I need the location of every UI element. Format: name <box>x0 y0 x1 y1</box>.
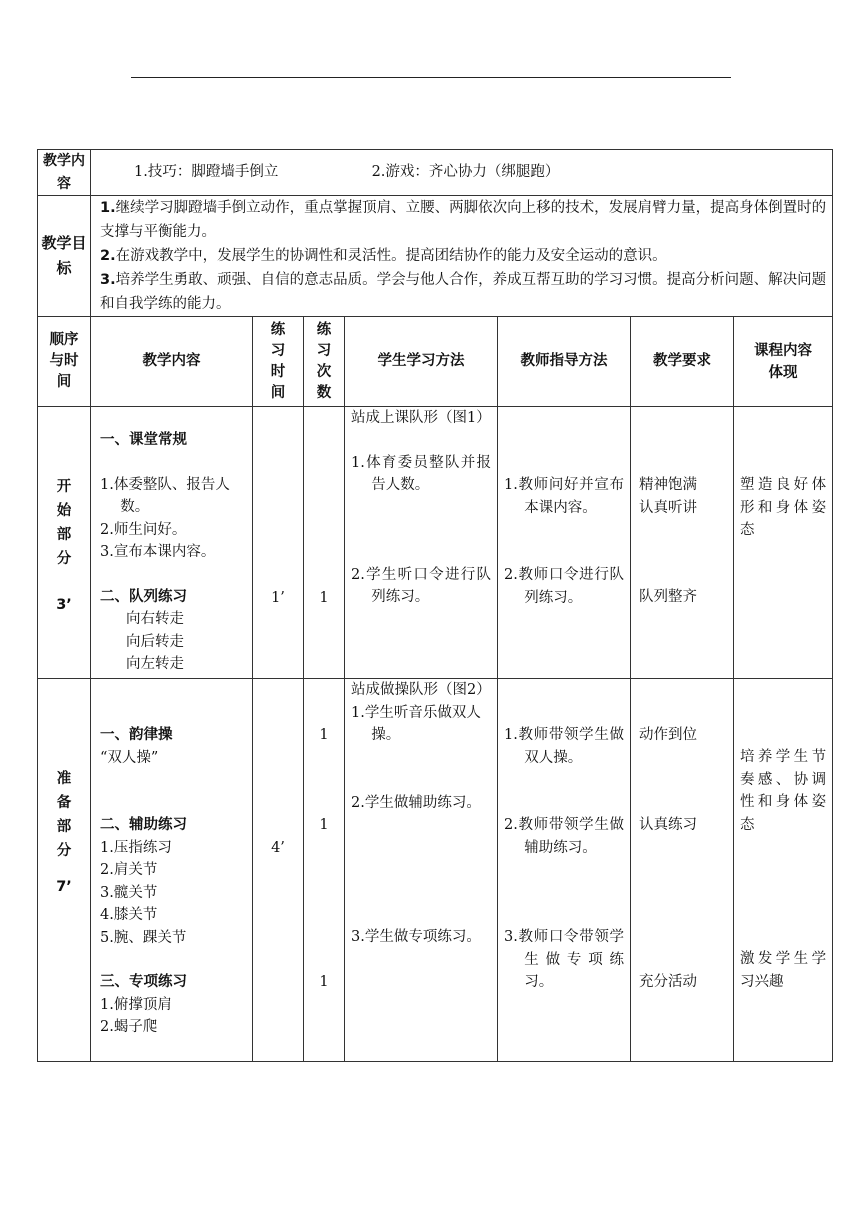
section-prep-time: 7’ <box>56 879 72 895</box>
section-prep-label-cell <box>38 679 91 1062</box>
prep-block-2-item: 1.压指练习 <box>100 839 172 856</box>
start-student-1: 1.体育委员整队并报告人数。 <box>351 454 491 493</box>
start-teacher-2: 2.教师口令进行队列练习。 <box>504 567 624 606</box>
start-block-2-item: 向左转走 <box>126 656 184 672</box>
start-block-1-item: 1.体委整队、报告人数。 <box>100 476 230 515</box>
section-start-label-cell <box>38 407 91 679</box>
prep-block-3-title: 三、专项练习 <box>100 974 187 990</box>
section-prep-req <box>631 679 734 1062</box>
content-item-1: 1.技巧：脚蹬墙手倒立 <box>134 164 279 181</box>
prep-formation: 站成做操队形（图2） <box>351 682 491 698</box>
start-block-2-item: 向右转走 <box>126 611 184 627</box>
prep-block-3-item: 2.蝎子爬 <box>100 1019 158 1035</box>
col-content: 教学内容 <box>91 317 253 407</box>
col-order: 顺序与时间 <box>38 317 91 407</box>
start-req-2: 队列整齐 <box>639 589 697 605</box>
prep-block-1-title: 一、韵律操 <box>100 727 173 743</box>
section-start-embody <box>734 407 833 679</box>
prep-count-3: 1 <box>319 974 329 990</box>
prep-block-2-item: 2.肩关节 <box>100 862 158 878</box>
prep-req-3: 充分活动 <box>639 974 697 990</box>
prep-embody-1: 培养学生节奏感、协调性和身体姿态 <box>740 749 827 833</box>
start-block-1-title: 一、课堂常规 <box>100 432 187 448</box>
section-prep-row <box>38 679 833 1062</box>
section-start-count: 1 <box>304 407 345 679</box>
prep-req-1: 动作到位 <box>639 727 697 743</box>
content-label: 教学内容 <box>43 153 85 192</box>
prep-student-1: 1.学生听音乐做双人操。 <box>351 704 481 743</box>
prep-teacher-2: 2.教师带领学生做辅助练习。 <box>504 817 624 856</box>
col-req: 教学要求 <box>631 317 734 407</box>
column-header-row <box>38 317 833 407</box>
goals-label: 教学目标 <box>41 234 87 277</box>
prep-count-2: 1 <box>319 816 329 833</box>
prep-count-1: 1 <box>319 727 329 743</box>
section-prep-content <box>91 679 253 1062</box>
prep-block-1-item: “双人操” <box>100 749 159 766</box>
goals-row <box>38 196 833 317</box>
start-req-1: 精神饱满认真听讲 <box>639 477 697 516</box>
section-prep-label: 准备部分 <box>56 771 72 859</box>
prep-teacher-1: 1.教师带领学生做双人操。 <box>504 727 624 766</box>
prep-block-3-item: 1.俯撑顶肩 <box>100 996 172 1013</box>
header-rule <box>131 77 731 78</box>
prep-student-3: 3.学生做专项练习。 <box>351 929 481 945</box>
start-block-2-item: 向后转走 <box>126 633 184 650</box>
section-start-label: 开始部分 <box>56 479 72 567</box>
section-start-req <box>631 407 734 679</box>
start-block-1-item: 3.宣布本课内容。 <box>100 544 216 560</box>
section-start-teacher <box>498 407 631 679</box>
content-label-cell <box>38 150 91 196</box>
goals-cell <box>91 196 833 317</box>
prep-block-2-item: 5.腕、踝关节 <box>100 929 187 946</box>
prep-student-2: 2.学生做辅助练习。 <box>351 794 481 811</box>
section-prep-embody <box>734 679 833 1062</box>
start-student-2: 2.学生听口令进行队列练习。 <box>351 566 491 605</box>
prep-block-2-title: 二、辅助练习 <box>100 817 187 833</box>
col-student: 学生学习方法 <box>345 317 498 407</box>
section-start-content <box>91 407 253 679</box>
col-time: 练习时间 <box>253 317 304 407</box>
col-embody: 课程内容体现 <box>734 317 833 407</box>
section-start-practice-time: 1’ <box>253 407 304 679</box>
prep-req-2: 认真练习 <box>639 816 697 833</box>
content-item-2: 2.游戏：齐心协力（绑腿跑） <box>371 164 560 181</box>
content-cell <box>91 150 833 196</box>
start-formation: 站成上课队形（图1） <box>351 410 491 426</box>
section-prep-practice-time: 4’ <box>253 679 304 1062</box>
start-block-2-title: 二、队列练习 <box>100 588 187 605</box>
lesson-plan-table <box>37 149 833 1062</box>
prep-teacher-3: 3.教师口令带领学生做专项练习。 <box>504 929 624 990</box>
section-prep-teacher <box>498 679 631 1062</box>
section-prep-counts <box>304 679 345 1062</box>
goals-label-cell <box>38 196 91 317</box>
goal-2: 2.在游戏教学中，发展学生的协调性和灵活性。提高团结协作的能力及安全运动的意识。 <box>100 248 667 264</box>
section-start-time: 3’ <box>56 597 72 613</box>
start-embody-1: 塑造良好体形和身体姿态 <box>740 477 827 538</box>
start-teacher-1: 1.教师问好并宣布本课内容。 <box>504 477 624 516</box>
prep-embody-3: 激发学生学习兴趣 <box>740 951 827 990</box>
start-block-1-item: 2.师生问好。 <box>100 521 187 538</box>
col-count: 练习次数 <box>304 317 345 407</box>
section-start-student <box>345 407 498 679</box>
goal-1: 1.继续学习脚蹬墙手倒立动作，重点掌握顶肩、立腰、两脚依次向上移的技术，发展肩臂力量，提高身体倒置时的支撑与平衡能力。 <box>100 200 827 240</box>
prep-block-2-item: 4.膝关节 <box>100 907 158 923</box>
col-teacher: 教师指导方法 <box>498 317 631 407</box>
content-row <box>38 150 833 196</box>
section-prep-student <box>345 679 498 1062</box>
goal-3: 3.培养学生勇敢、顽强、自信的意志品质。学会与他人合作，养成互帮互助的学习习惯。提高分析问题、解决问题和自我学练的能力。 <box>100 272 827 312</box>
prep-block-2-item: 3.髋关节 <box>100 884 158 901</box>
section-start-row <box>38 407 833 679</box>
